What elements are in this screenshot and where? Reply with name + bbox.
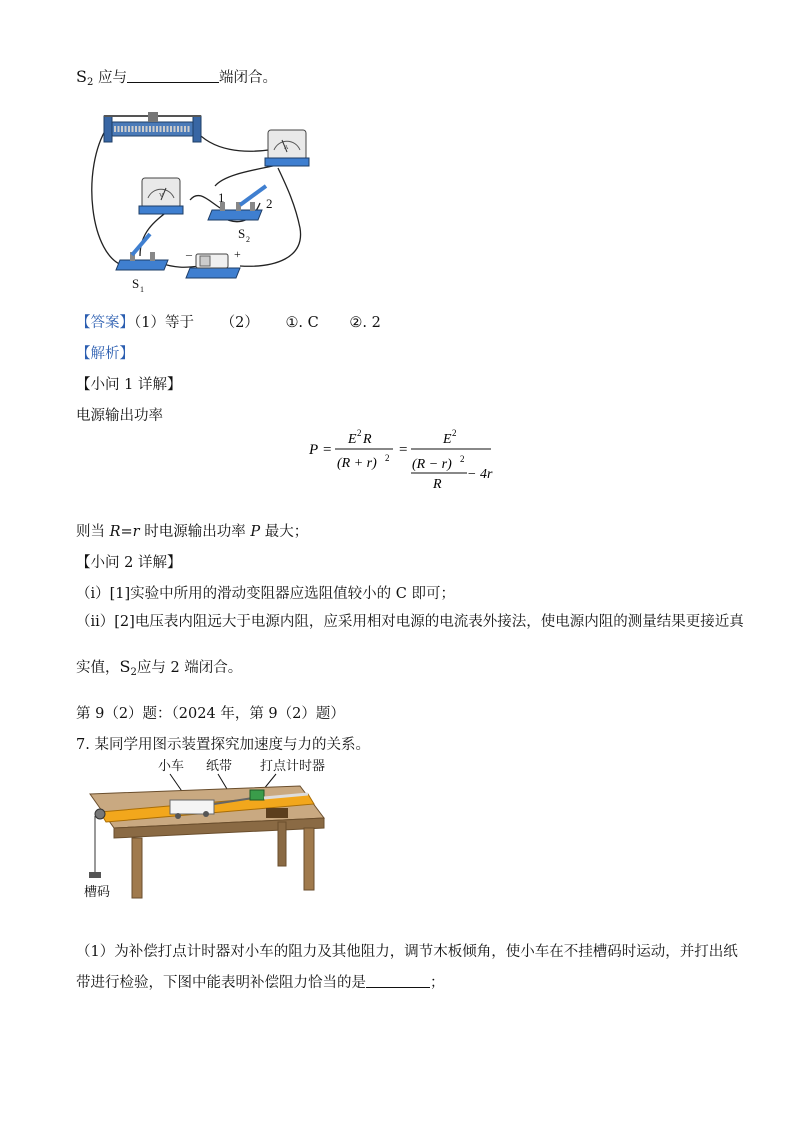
svg-text:1: 1 xyxy=(218,190,225,205)
svg-text:(R + r): (R + r) xyxy=(337,456,377,471)
svg-text:2: 2 xyxy=(460,454,465,464)
circuit-diagram xyxy=(90,108,320,293)
svg-text:R: R xyxy=(433,477,442,492)
analysis-tag: 【解析】 xyxy=(76,346,134,362)
svg-text:1: 1 xyxy=(140,285,144,293)
q7-part1-line2: 带进行检验，下图中能表明补偿阻力恰当的是 ； xyxy=(76,975,445,991)
svg-text:打点计时器: 打点计时器 xyxy=(260,758,326,773)
svg-text:=: = xyxy=(399,442,408,458)
svg-text:(R − r): (R − r) xyxy=(412,457,452,472)
answer-blank[interactable] xyxy=(366,975,430,988)
power-formula xyxy=(305,422,505,494)
svg-text:2: 2 xyxy=(357,428,362,438)
q7-part1-line1: （1）为补偿打点计时器对小车的阻力及其他阻力，调节木板倾角，使小车在不挂槽码时运动，并打出纸 xyxy=(76,944,738,960)
switch-s2 xyxy=(208,186,273,244)
svg-text:R: R xyxy=(363,432,372,447)
svg-text:A: A xyxy=(284,145,289,151)
wire xyxy=(92,126,125,266)
svg-text:V: V xyxy=(159,193,164,199)
svg-text:S: S xyxy=(132,276,140,291)
q2-part-ii-cont: 实值，$S_2$应与 2 端闭合。 xyxy=(76,657,243,678)
answer-line: 【答案】（1）等于 （2） ①. C ②. 2 xyxy=(76,315,381,331)
svg-text:E: E xyxy=(443,432,452,447)
svg-text:2: 2 xyxy=(385,453,390,463)
svg-text:+: + xyxy=(234,247,241,261)
fill-blank-line: $S_2$ 应与 端闭合。 xyxy=(76,67,277,88)
q2-part-ii: （ii）[2]电压表内阻远大于电源内阻，应采用相对电源的电流表外接法，使电源内阻的测量结果更接近真 xyxy=(76,614,744,630)
q2-heading: 【小问 2 详解】 xyxy=(76,555,182,571)
voltmeter xyxy=(139,178,183,214)
svg-text:纸带: 纸带 xyxy=(206,758,233,773)
svg-text:S: S xyxy=(238,226,246,241)
battery xyxy=(185,247,241,278)
q1-heading: 【小问 1 详解】 xyxy=(76,377,182,393)
svg-text:–: – xyxy=(186,247,192,261)
q2-part-i: （i）[1]实验中所用的滑动变阻器应选阻值较小的 C 即可； xyxy=(76,586,455,602)
rheostat xyxy=(104,112,201,142)
svg-text:小车: 小车 xyxy=(158,758,185,773)
condition-line: 则当 R=r 时电源输出功率 P 最大； xyxy=(76,524,309,540)
svg-text:P: P xyxy=(309,442,319,458)
svg-text:2: 2 xyxy=(266,196,273,211)
apparatus-diagram xyxy=(78,754,338,904)
svg-text:=: = xyxy=(323,442,332,458)
ammeter xyxy=(265,130,309,166)
svg-text:槽码: 槽码 xyxy=(84,884,111,899)
svg-text:− 4r: − 4r xyxy=(467,467,493,482)
power-label: 电源输出功率 xyxy=(76,408,163,424)
source-note: 第 9（2）题：（2024 年，第 9（2）题） xyxy=(76,706,345,722)
svg-text:2: 2 xyxy=(246,235,250,244)
svg-text:E: E xyxy=(348,432,357,447)
question-7: 7. 某同学用图示装置探究加速度与力的关系。 xyxy=(76,737,370,753)
answer-blank[interactable] xyxy=(127,70,219,83)
switch-s1 xyxy=(116,234,168,293)
answer-tag: 【答案】 xyxy=(76,315,134,331)
svg-text:2: 2 xyxy=(452,428,457,438)
